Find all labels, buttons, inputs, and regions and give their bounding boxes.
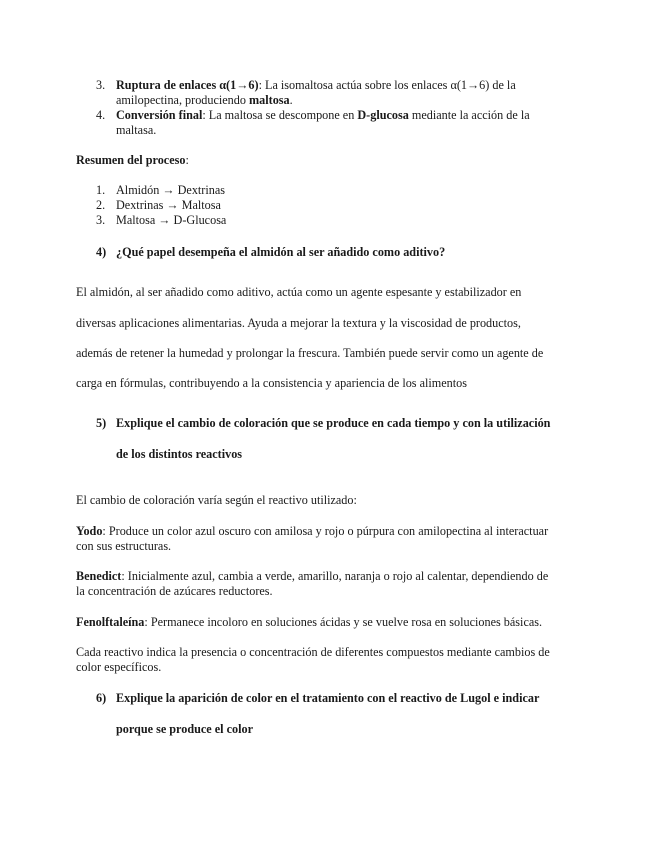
question-6-line: Explique la aparición de color en el tratamiento con el reactivo de Lugol e indicar	[116, 691, 540, 705]
reagent-benedict-line-2: la concentración de azúcares reductores.	[76, 584, 273, 598]
reagent-text: : Produce un color azul oscuro con amilosa y rojo o púrpura con amilopectina al interactuar	[102, 524, 549, 538]
step-4-text-b: mediante la acción de la	[408, 108, 530, 122]
step-4-title: Conversión final	[116, 108, 203, 122]
question-5-line: de los distintos reactivos	[116, 447, 243, 461]
list-number: 3.	[96, 213, 106, 227]
summary-heading: Resumen del proceso	[76, 153, 186, 167]
summary-item: Maltosa → D-Glucosa	[116, 213, 227, 227]
list-number: 4.	[96, 108, 106, 122]
summary-item: Dextrinas → Maltosa	[116, 198, 221, 212]
step-3-title: Ruptura de enlaces α(1→6)	[116, 78, 259, 92]
reagent-name: Yodo	[76, 524, 103, 538]
question-5-line: Explique el cambio de coloración que se produce en cada tiempo y con la utilización	[116, 416, 551, 430]
list-number: 1.	[96, 183, 106, 197]
question-number: 6)	[96, 691, 107, 705]
question-number: 5)	[96, 416, 107, 430]
step-3-line-1	[116, 78, 516, 93]
separator: :	[202, 108, 209, 122]
reagent-benedict-line-1	[76, 569, 548, 584]
list-number: 3.	[96, 78, 106, 92]
step-3-text: La isomaltosa actúa sobre los enlaces α(1→6) de la	[265, 78, 516, 92]
colon: :	[185, 153, 189, 167]
reagent-fenolftaleina-line	[76, 615, 542, 630]
question-6-line: porque se produce el color	[116, 722, 253, 736]
step-4-bold: D-glucosa	[357, 108, 409, 122]
closing-line: Cada reactivo indica la presencia o concentración de diferentes compuestos mediante cambios de	[76, 645, 550, 659]
reagent-text: : Permanece incoloro en soluciones ácidas y se vuelve rosa en soluciones básicas.	[144, 615, 543, 629]
list-number: 2.	[96, 198, 106, 212]
reagent-yodo-line-2: con sus estructuras.	[76, 539, 172, 553]
answer-4-line: diversas aplicaciones alimentarias. Ayuda a mejorar la textura y la viscosidad de productos,	[76, 316, 521, 330]
answer-4-line: El almidón, al ser añadido como aditivo, actúa como un agente espesante y estabilizador en	[76, 285, 522, 299]
step-4-line-2: maltasa.	[116, 123, 157, 137]
question-4: ¿Qué papel desempeña el almidón al ser añadido como aditivo?	[116, 245, 446, 259]
separator: :	[258, 78, 265, 92]
summary-item: Almidón → Dextrinas	[116, 183, 225, 197]
reagent-text: : Inicialmente azul, cambia a verde, amarillo, naranja o rojo al calentar, dependiendo de	[121, 569, 549, 583]
reagent-name: Benedict	[76, 569, 122, 583]
closing-line: color específicos.	[76, 660, 162, 674]
reagent-name: Fenolftaleína	[76, 615, 145, 629]
step-4-text: La maltosa se descompone en	[208, 108, 358, 122]
step-3-line-2	[116, 93, 293, 108]
summary-heading-line	[76, 153, 189, 168]
step-4-line-1	[116, 108, 530, 123]
step-3-text-2: amilopectina, produciendo	[116, 93, 250, 107]
period: .	[289, 93, 293, 107]
reagent-yodo-line-1	[76, 524, 548, 539]
answer-4-line: además de retener la humedad y prolongar la frescura. También puede servir como un agente de	[76, 346, 544, 360]
answer-5-intro: El cambio de coloración varía según el reactivo utilizado:	[76, 493, 357, 507]
question-number: 4)	[96, 245, 107, 259]
answer-4-line: carga en fórmulas, contribuyendo a la consistencia y apariencia de los alimentos	[76, 376, 467, 390]
step-3-bold: maltosa	[249, 93, 290, 107]
